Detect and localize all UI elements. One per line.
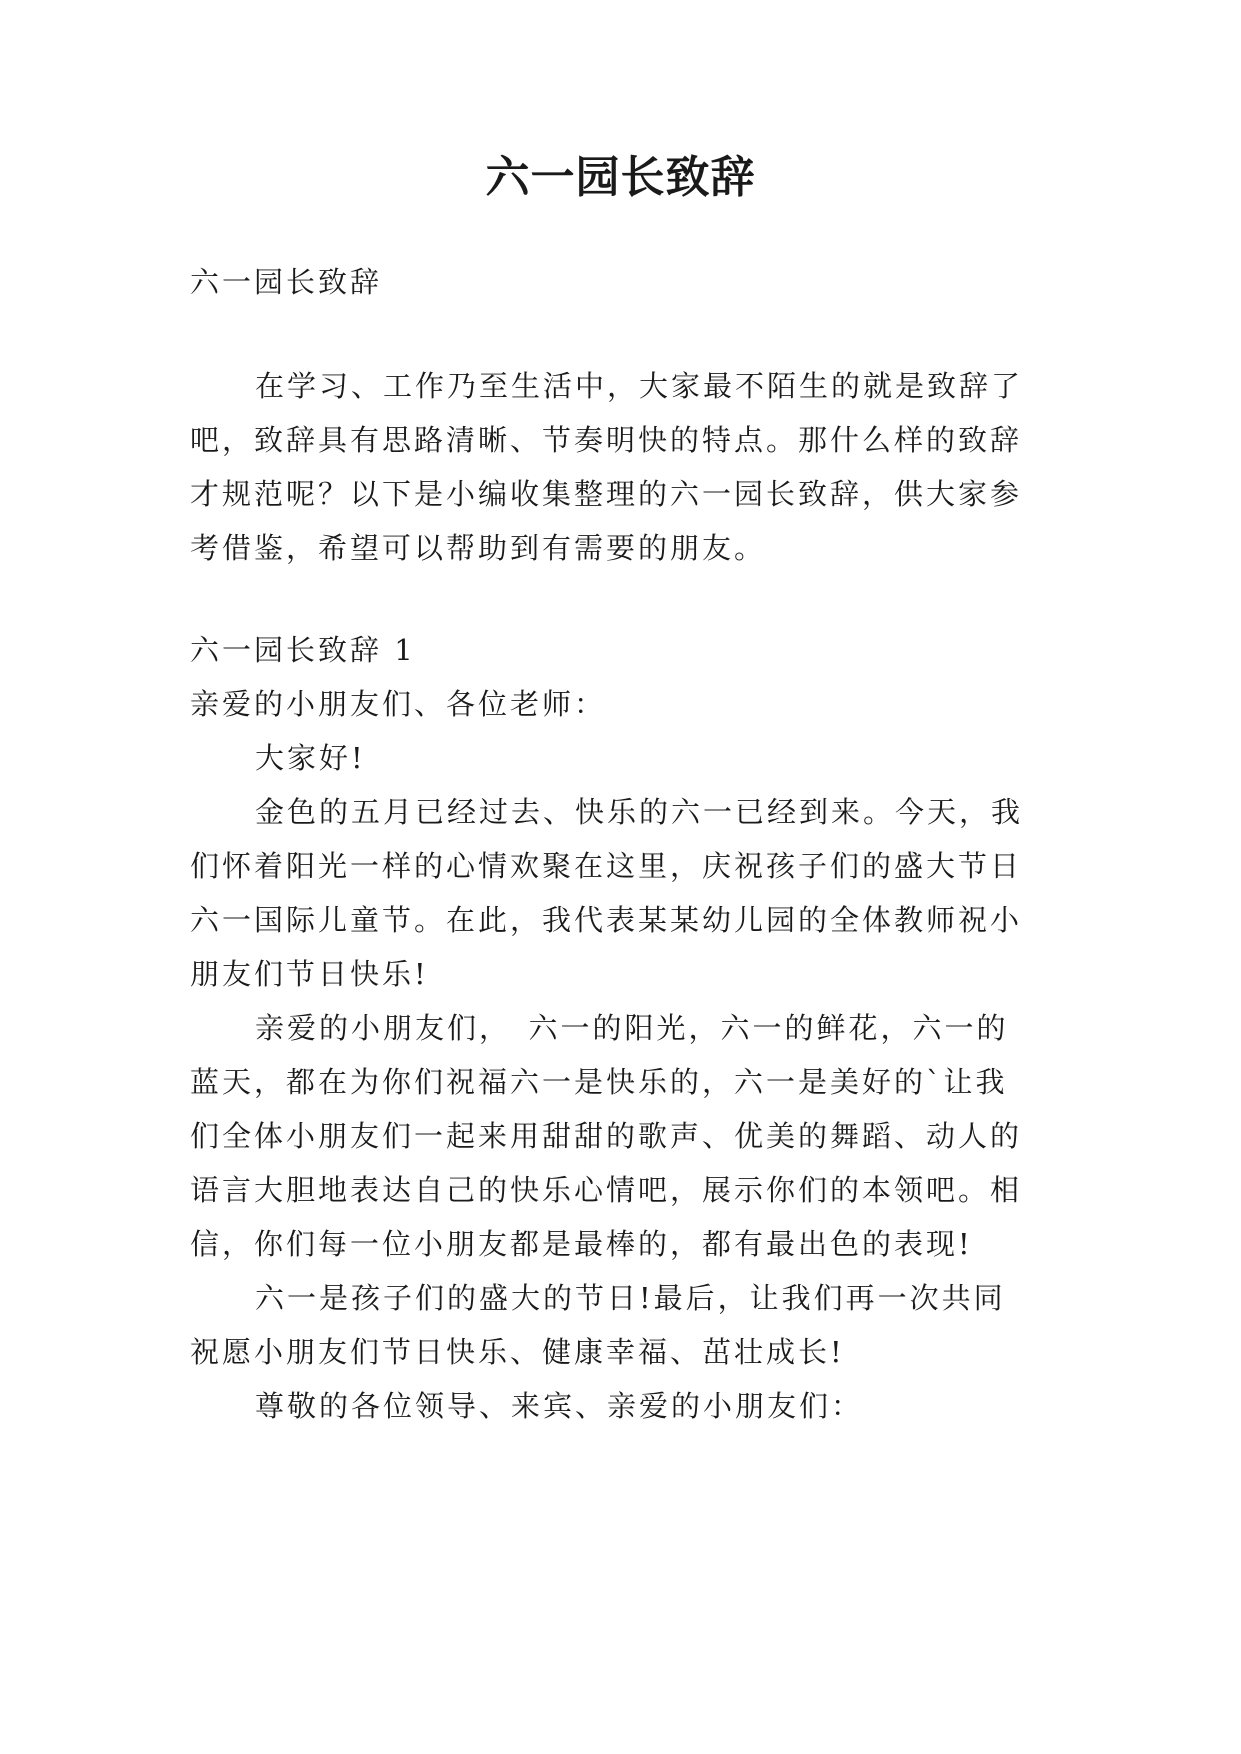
para2-line-1: 亲爱的小朋友们， 六一的阳光，六一的鲜花，六一的 [255,1011,1009,1045]
section-heading: 六一园长致辞 1 [190,633,416,667]
closing-salutation: 尊敬的各位领导、来宾、亲爱的小朋友们： [255,1389,864,1423]
para2-line-4: 语言大胆地表达自己的快乐心情吧，展示你们的本领吧。相 [190,1173,1023,1207]
para1-line-4: 朋友们节日快乐! [190,957,429,991]
para2-line-5: 信，你们每一位小朋友都是最棒的，都有最出色的表现! [190,1227,973,1261]
para3-line-1: 六一是孩子们的盛大的节日!最后，让我们再一次共同 [255,1281,1006,1315]
intro-line-2: 吧，致辞具有思路清晰、节奏明快的特点。那什么样的致辞 [190,423,1023,457]
intro-line-3: 才规范呢？以下是小编收集整理的六一园长致辞，供大家参 [190,477,1023,511]
para1-line-2: 们怀着阳光一样的心情欢聚在这里，庆祝孩子们的盛大节日 [190,849,1023,883]
document-subtitle: 六一园长致辞 [190,265,383,299]
para1-line-1: 金色的五月已经过去、快乐的六一已经到来。今天，我 [255,795,1024,829]
para3-line-2: 祝愿小朋友们节日快乐、健康幸福、茁壮成长! [190,1335,845,1369]
intro-line-1: 在学习、工作乃至生活中，大家最不陌生的就是致辞了 [255,369,1024,403]
para2-line-3: 们全体小朋友们一起来用甜甜的歌声、优美的舞蹈、动人的 [190,1119,1023,1153]
greeting: 大家好! [255,741,366,775]
para1-line-3: 六一国际儿童节。在此，我代表某某幼儿园的全体教师祝小 [190,903,1023,937]
para2-line-2: 蓝天，都在为你们祝福六一是快乐的，六一是美好的`让我 [190,1065,1008,1099]
document-title: 六一园长致辞 [485,152,756,203]
salutation: 亲爱的小朋友们、各位老师： [190,687,607,721]
intro-line-4: 考借鉴，希望可以帮助到有需要的朋友。 [190,531,767,565]
